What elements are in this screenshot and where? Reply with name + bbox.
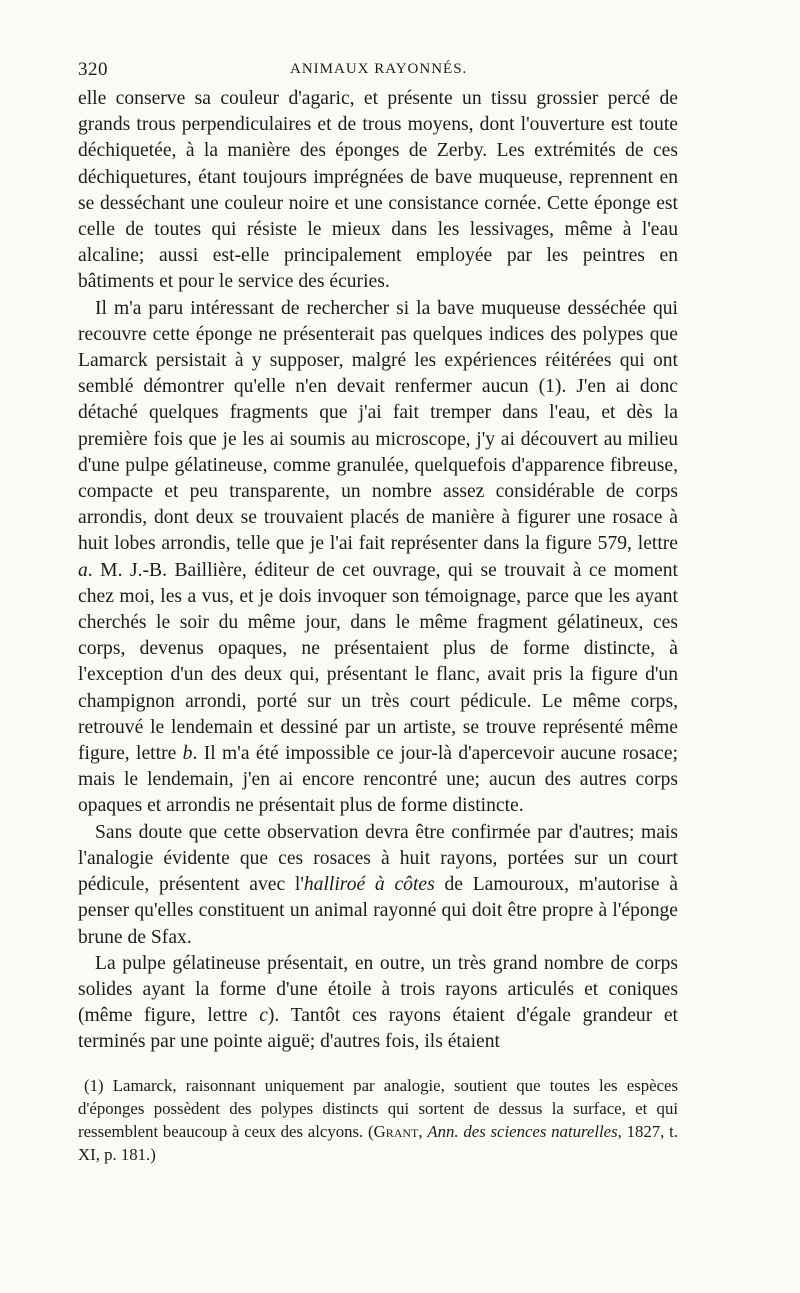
page-number: 320 (78, 59, 108, 80)
footnote-marker: (1) (84, 1076, 104, 1095)
running-title: ANIMAUX RAYONNÉS. (290, 61, 468, 77)
paragraph-4-text-b: ). Tantôt ces rayons étaient d'égale grandeur et terminés par une pointe aiguë; d'autres fois, ils étaient (78, 1005, 678, 1053)
footnote-1 (78, 1074, 678, 1166)
species-name: halliroé à côtes (303, 874, 435, 896)
figure-letter-a: a (78, 559, 88, 581)
paragraph-3-text-a: Sans doute que cette observation devra être confirmée par d'autres; mais l'analogie évidente que ces rosaces à huit rayons, portées sur un court pédicule, présentent avec l' (78, 821, 678, 896)
paragraph-4-text-a: La pulpe gélatineuse présentait, en outre, un très grand nombre de corps solides ayant la forme d'une étoile à trois rayons articulés et coniques (même figure, lettre (78, 952, 678, 1027)
paragraph-1-text: elle conserve sa couleur d'agaric, et présente un tissu grossier percé de grands trous perpendiculaires et de trous moyens, dont l'ouverture est toute déchiquetée, à la manière des éponges de Zerby. Les extrémités de ces déchiquetures, étant toujours imprégnées de bave muqueuse, reprennent en se desséchant une couleur noire et une consistance cornée. Cette éponge est celle de toutes qui résiste le mieux dans les lessivages, même à l'eau alcaline; aussi est-elle principalement employée par les peintres en bâtiments et pour le service des écuries. (78, 88, 678, 293)
paragraph-3 (78, 820, 678, 951)
page-header (78, 57, 676, 85)
footnote (78, 1074, 678, 1166)
body-text (78, 86, 678, 1056)
paragraph-2-text-a: Il m'a paru intéressant de rechercher si la bave muqueuse desséchée qui recouvre cette éponge ne présenterait pas quelques indices des polypes que Lamarck persistait à y supposer, malgré les expériences réitérées qui ont semblé démontrer qu'elle n'en devait renfermer aucun (1). J'en ai donc détaché quelques fragments que j'ai fait tremper dans l'eau, et dès la première fois que je les ai soumis au microscope, j'y ai découvert au milieu d'une pulpe gélatineuse, comme granulée, quelquefois d'apparence fibreuse, compacte et peu transparente, un nombre assez considérable de corps arrondis, dont deux se trouvaient placés de manière à figurer une rosace à huit lobes arrondis, telle que je l'ai fait représenter dans la figure 579, lettre (78, 297, 678, 555)
footnote-citation: , 1827, t. XI, p. 181.) (78, 1122, 678, 1164)
paragraph-2-text-c: . Il m'a été impossible ce jour-là d'apercevoir aucune rosace; mais le lendemain, j'en ai encore rencontré une; aucun des autres corps opaques et arrondis ne présentait plus de forme distincte. (78, 743, 679, 817)
paragraph-2-text-b: . M. J.-B. Baillière, éditeur de cet ouvrage, qui se trouvait à ce moment chez moi, les a vus, et je dois invoquer son témoignage, parce que les ayant cherchés le soir du même jour, dans le même fragment gélatineux, ces corps, devenus opaques, ne présentaient plus de forme distincte, à l'exception d'un des deux qui, présentant le flanc, avait pris la figure d'un champignon arrondi, porté sur un très court pédicule. Le même corps, retrouvé le lendemain et dessiné par un artiste, se trouve représenté même figure, lettre (78, 559, 678, 765)
paragraph-2 (78, 296, 678, 820)
footnote-journal: Ann. des sciences naturelles (427, 1122, 618, 1141)
footnote-separator: , (418, 1122, 428, 1141)
footnote-text: Lamarck, raisonnant uniquement par analogie, soutient que toutes les espèces d'éponges possèdent des polypes distincts qui sortent de dessus la surface, et qui ressemblent beaucoup à ceux des alcyons. ( (78, 1076, 678, 1141)
paragraph-3-text-b: de Lamouroux, m'autorise à penser qu'elles constituent un animal rayonné qui doit être propre à l'éponge brune de Sfax. (78, 874, 678, 948)
paragraph-4 (78, 951, 678, 1056)
figure-letter-c: c (259, 1005, 268, 1027)
paragraph-1 (78, 86, 678, 296)
footnote-author: Grant (373, 1122, 419, 1141)
figure-letter-b: b (182, 743, 193, 765)
